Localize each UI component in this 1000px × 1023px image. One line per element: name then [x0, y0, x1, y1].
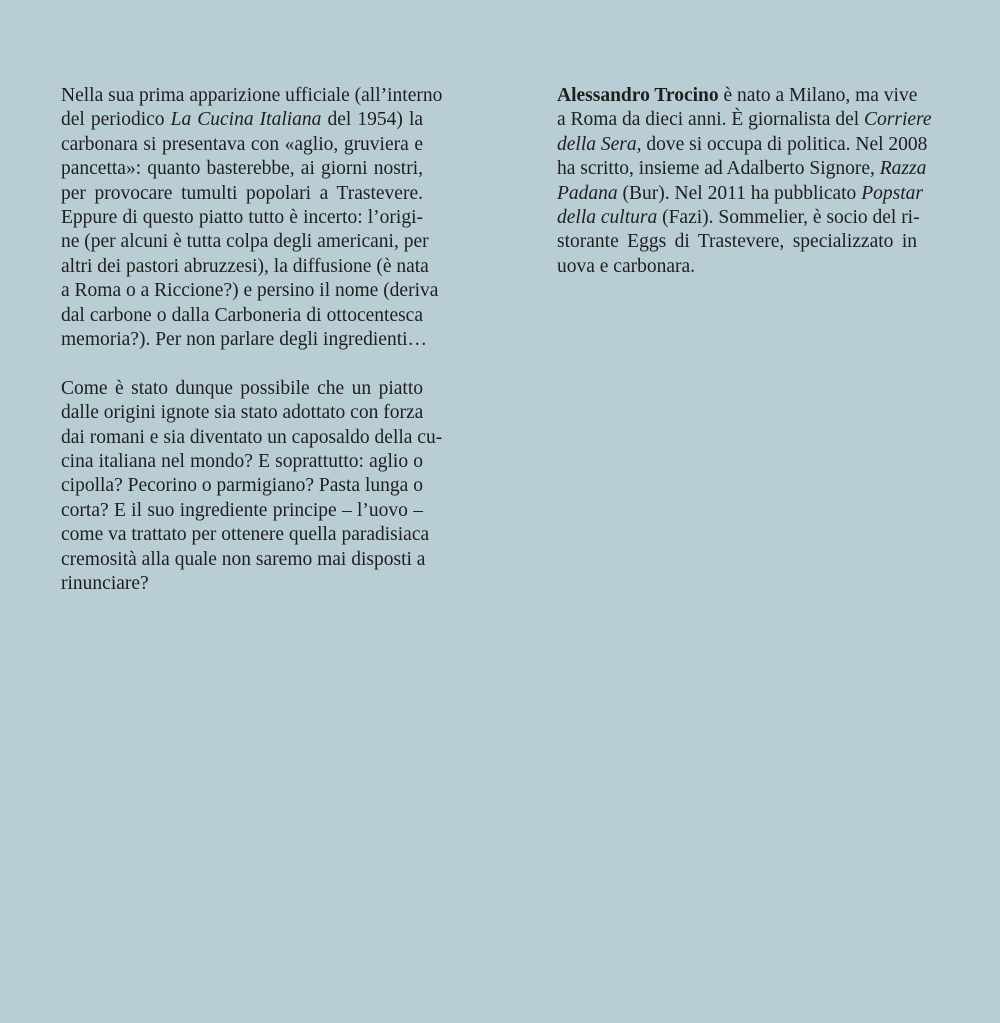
text-run: Eppure di questo piatto tutto è incerto: l’origi-	[61, 207, 423, 229]
text-run: per provocare tumulti popolari a Trastevere.	[61, 182, 423, 204]
author-bio-column	[557, 84, 932, 279]
text-line	[557, 84, 917, 108]
text-run: Corriere	[864, 109, 932, 131]
text-line	[61, 572, 423, 596]
text-run: , dove si occupa di politica. Nel 2008	[636, 133, 928, 155]
text-run: memoria?). Per non parlare degli ingredienti…	[61, 329, 428, 351]
text-line	[557, 157, 927, 181]
text-run: cremosità alla quale non saremo mai disposti a	[61, 548, 426, 570]
text-run: altri dei pastori abruzzesi), la diffusione (è nata	[61, 255, 429, 277]
text-run: rinunciare?	[61, 573, 149, 595]
text-line	[557, 182, 923, 206]
text-run: ne (per alcuni è tutta colpa degli americani, per	[61, 231, 429, 253]
text-run: cipolla? Pecorino o parmigiano? Pasta lunga o	[61, 475, 423, 497]
text-line	[61, 157, 423, 181]
text-line	[61, 182, 423, 206]
text-run: come va trattato per ottenere quella paradisiaca	[61, 524, 430, 546]
text-line	[557, 230, 917, 254]
text-run: è nato a Milano, ma vive	[718, 85, 918, 106]
text-run: La Cucina Italiana	[170, 109, 322, 131]
text-line	[61, 84, 443, 108]
text-line	[61, 206, 423, 230]
text-line	[61, 279, 439, 303]
text-line	[61, 474, 423, 498]
synopsis-paragraph-2	[61, 377, 443, 597]
text-run: Razza	[879, 158, 927, 180]
text-line	[61, 450, 423, 474]
text-run: dalle origini ignote sia stato adottato con forza	[61, 402, 424, 424]
text-line	[557, 133, 928, 157]
text-run: Nella sua prima apparizione ufficiale (all’interno	[61, 85, 443, 106]
synopsis-column	[61, 84, 443, 597]
text-run: Padana	[557, 182, 618, 204]
text-run: della Sera	[557, 133, 637, 155]
text-run: dai romani e sia diventato un caposaldo della cu-	[61, 426, 443, 448]
text-run: a Roma o a Riccione?) e persino il nome (deriva	[61, 280, 439, 302]
text-run: del 1954) la	[321, 109, 424, 131]
text-line	[61, 328, 428, 352]
text-run: storante Eggs di Trastevere, specializzato in	[557, 231, 917, 253]
text-run: della cultura	[557, 207, 658, 229]
text-line	[61, 304, 423, 328]
text-line	[61, 133, 423, 157]
text-run: Popstar	[861, 182, 923, 204]
text-line	[61, 108, 423, 132]
text-run: (Bur). Nel 2011 ha pubblicato	[617, 182, 862, 204]
text-run: Alessandro Trocino	[557, 85, 719, 106]
text-line	[61, 377, 423, 401]
text-line	[557, 206, 920, 230]
text-line	[61, 401, 423, 425]
text-run: del periodico	[61, 109, 171, 131]
text-run: Come è stato dunque possibile che un piatto	[61, 377, 423, 399]
text-line	[557, 108, 932, 132]
text-line	[61, 499, 423, 523]
text-line	[61, 426, 443, 450]
text-line	[61, 255, 429, 279]
text-run: corta? E il suo ingrediente principe – l’uovo –	[61, 499, 423, 521]
text-run: pancetta»: quanto basterebbe, ai giorni nostri,	[61, 158, 423, 180]
text-run: (Fazi). Sommelier, è socio del ri-	[657, 207, 920, 229]
text-line	[557, 255, 917, 279]
text-run: dal carbone o dalla Carboneria di ottocentesca	[61, 304, 423, 326]
text-run: uova e carbonara.	[557, 255, 696, 277]
text-run: a Roma da dieci anni. È giornalista del	[557, 109, 865, 131]
text-run: carbonara si presentava con «aglio, gruviera e	[61, 133, 423, 155]
text-line	[61, 230, 429, 254]
text-run: cina italiana nel mondo? E soprattutto: aglio o	[61, 451, 423, 473]
text-line	[61, 523, 430, 547]
synopsis-paragraph-1	[61, 84, 443, 352]
text-run: ha scritto, insieme ad Adalberto Signore,	[557, 158, 880, 180]
author-bio	[557, 84, 932, 279]
text-line	[61, 548, 426, 572]
